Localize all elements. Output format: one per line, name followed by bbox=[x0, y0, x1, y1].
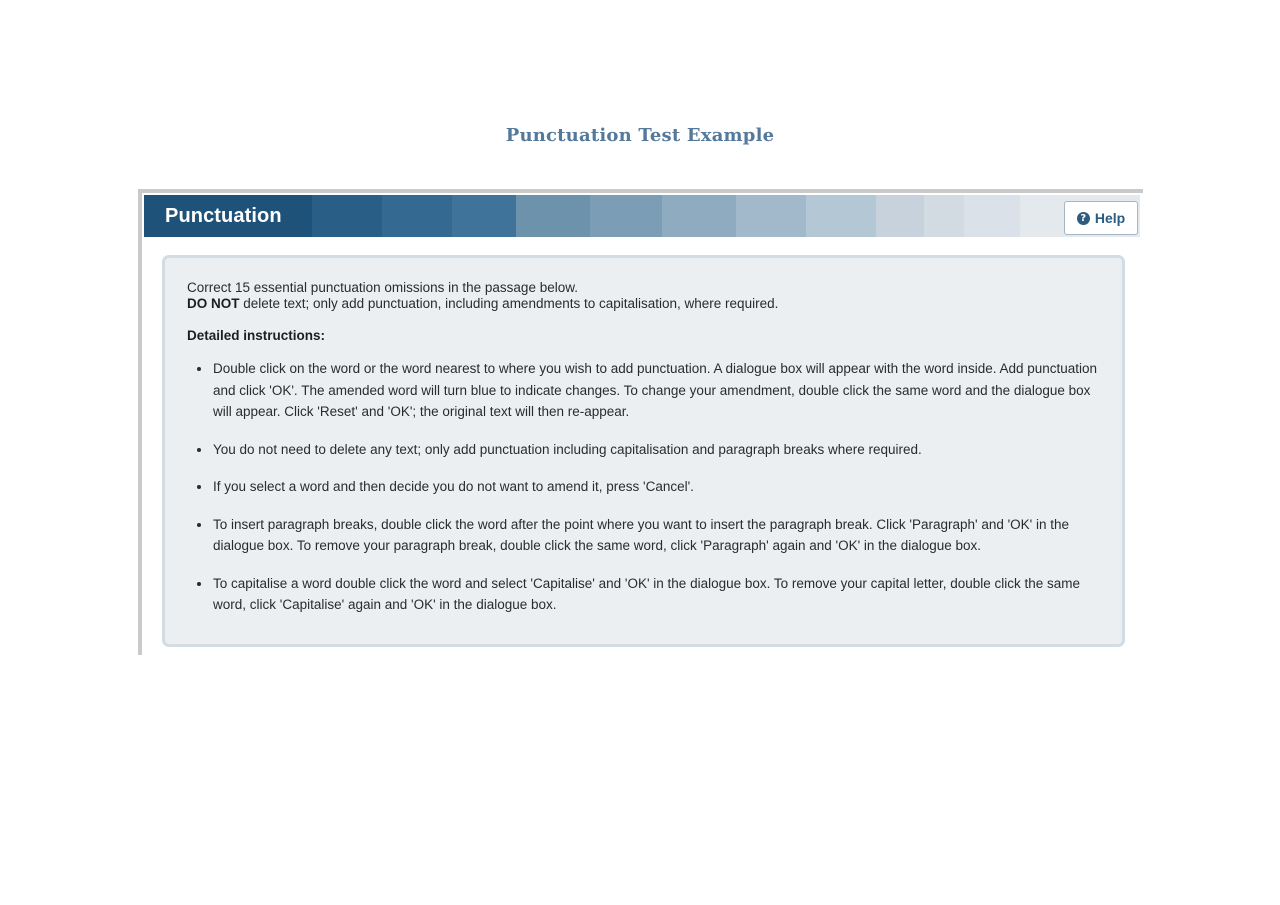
do-not-label: DO NOT bbox=[187, 296, 240, 311]
bullet-icon bbox=[197, 582, 201, 586]
bullet-icon bbox=[197, 485, 201, 489]
help-button[interactable] bbox=[1064, 201, 1138, 235]
instruction-summary: Correct 15 essential punctuation omissions in the passage below. bbox=[187, 280, 578, 295]
bullet-icon bbox=[197, 523, 201, 527]
list-item-text: To insert paragraph breaks, double click the word after the point where you want to insert the paragraph break. Click 'Paragraph' and 'OK' in the dialogue box. To remove your paragraph break, double click the same word, click 'Paragraph' again and 'OK' in the dialogue box. bbox=[213, 516, 1070, 553]
instruction-warning bbox=[187, 296, 1098, 312]
instruction-warning-text: delete text; only add punctuation, including amendments to capitalisation, where required. bbox=[239, 296, 779, 311]
list-item-text: Double click on the word or the word nearest to where you wish to add punctuation. A dialogue box will appear with the word inside. Add punctuation and click 'OK'. The amended word will turn blue to indicate changes. To change your amendment, double click the same word and the dialogue box will appear. Click 'Reset' and 'OK'; the original text will then re-appear. bbox=[213, 361, 1098, 419]
list-item bbox=[187, 476, 1098, 498]
instruction-list bbox=[187, 358, 1098, 616]
header-bar bbox=[144, 195, 1140, 237]
list-item bbox=[187, 358, 1098, 423]
list-item-text: To capitalise a word double click the word and select 'Capitalise' and 'OK' in the dialogue box. To remove your capital letter, double click the same word, click 'Capitalise' again and 'OK' in the dialogue box. bbox=[213, 575, 1081, 612]
instructions-box bbox=[162, 255, 1125, 647]
test-panel bbox=[138, 189, 1143, 655]
list-item bbox=[187, 439, 1098, 461]
question-circle-icon: ? bbox=[1077, 212, 1090, 225]
help-button-label: Help bbox=[1094, 210, 1126, 226]
bullet-icon bbox=[197, 367, 201, 371]
detailed-instructions-heading: Detailed instructions: bbox=[187, 328, 326, 343]
bullet-icon bbox=[197, 448, 201, 452]
list-item-text: If you select a word and then decide you do not want to amend it, press 'Cancel'. bbox=[213, 479, 694, 494]
list-item bbox=[187, 573, 1098, 616]
list-item-text: You do not need to delete any text; only add punctuation including capitalisation and paragraph breaks where required. bbox=[213, 441, 922, 457]
list-item bbox=[187, 514, 1098, 557]
section-title: Punctuation bbox=[165, 205, 282, 227]
document-title: Punctuation Test Example bbox=[505, 125, 775, 146]
